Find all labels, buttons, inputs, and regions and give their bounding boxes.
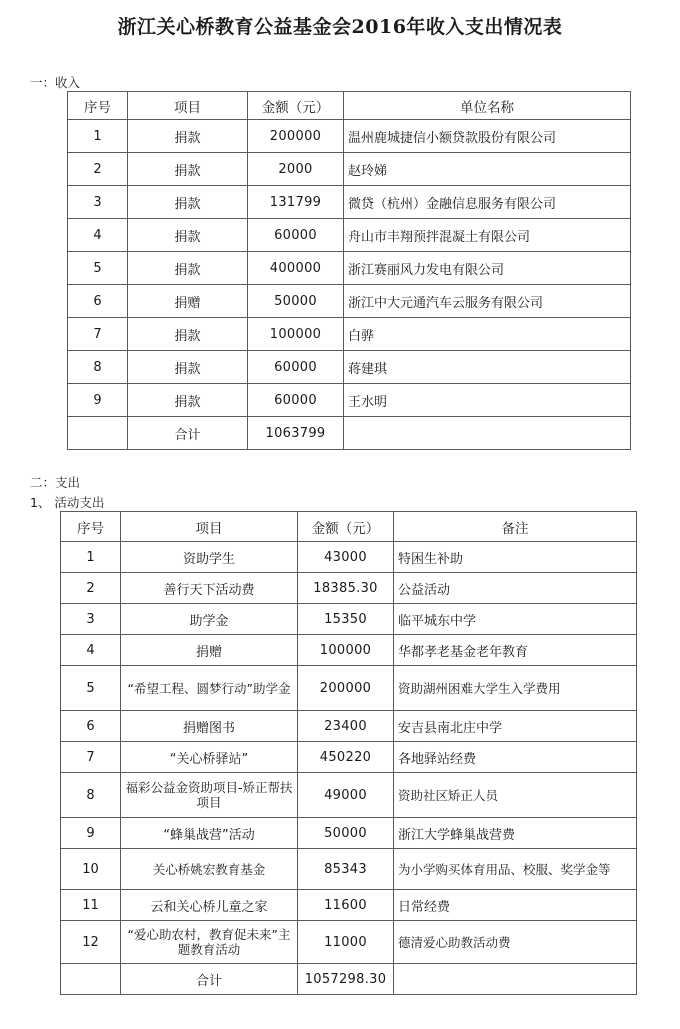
row-number: 6 (68, 285, 128, 318)
table-row (68, 318, 631, 351)
row-note: 各地驿站经费 (394, 742, 637, 773)
total-empty-cell (344, 417, 631, 450)
row-amount: 60000 (248, 351, 344, 384)
row-number: 8 (61, 773, 121, 818)
total-label: 合计 (121, 964, 298, 995)
row-item: 捐赠 (121, 635, 298, 666)
row-number: 4 (68, 219, 128, 252)
table-header-row (68, 92, 631, 120)
table-row (61, 742, 637, 773)
row-number: 8 (68, 351, 128, 384)
row-unit-name: 微贷（杭州）金融信息服务有限公司 (344, 186, 631, 219)
income-section-label: 一：收入 (30, 75, 81, 90)
row-amount: 50000 (248, 285, 344, 318)
table-row (61, 604, 637, 635)
header-item: 项目 (121, 512, 298, 542)
total-amount: 1063799 (248, 417, 344, 450)
total-empty-cell (394, 964, 637, 995)
row-note: 为小学购买体育用品、校服、奖学金等 (394, 849, 637, 890)
total-label: 合计 (128, 417, 248, 450)
row-number: 10 (61, 849, 121, 890)
row-amount: 131799 (248, 186, 344, 219)
table-row (61, 818, 637, 849)
row-amount: 400000 (248, 252, 344, 285)
row-amount: 85343 (298, 849, 394, 890)
row-number: 5 (68, 252, 128, 285)
row-number: 2 (68, 153, 128, 186)
table-row (61, 635, 637, 666)
row-note: 临平城东中学 (394, 604, 637, 635)
row-number: 2 (61, 573, 121, 604)
row-note: 特困生补助 (394, 542, 637, 573)
row-number: 12 (61, 921, 121, 964)
table-row (61, 921, 637, 964)
row-amount: 43000 (298, 542, 394, 573)
row-item: “爱心助农村，教育促未来”主题教育活动 (121, 921, 298, 964)
row-item: 捐赠图书 (121, 711, 298, 742)
row-amount: 49000 (298, 773, 394, 818)
row-item: 捐款 (128, 186, 248, 219)
table-header-row (61, 512, 637, 542)
total-empty-cell (68, 417, 128, 450)
row-item: 捐款 (128, 384, 248, 417)
row-unit-name: 王水明 (344, 384, 631, 417)
row-item: 云和关心桥儿童之家 (121, 890, 298, 921)
total-amount: 1057298.30 (298, 964, 394, 995)
row-amount: 100000 (298, 635, 394, 666)
row-amount: 450220 (298, 742, 394, 773)
table-row (61, 542, 637, 573)
row-number: 6 (61, 711, 121, 742)
table-row (61, 773, 637, 818)
row-item: “关心桥驿站” (121, 742, 298, 773)
total-row (61, 964, 637, 995)
row-item: 捐款 (128, 219, 248, 252)
row-amount: 60000 (248, 384, 344, 417)
row-note: 德清爱心助教活动费 (394, 921, 637, 964)
row-note: 安吉县南北庄中学 (394, 711, 637, 742)
row-item: 捐款 (128, 120, 248, 153)
row-item: 关心桥姚宏教育基金 (121, 849, 298, 890)
row-number: 9 (61, 818, 121, 849)
table-row (68, 384, 631, 417)
row-amount: 100000 (248, 318, 344, 351)
row-number: 7 (68, 318, 128, 351)
row-amount: 200000 (298, 666, 394, 711)
total-row (68, 417, 631, 450)
header-amount: 金额（元） (248, 92, 344, 120)
row-number: 7 (61, 742, 121, 773)
row-amount: 18385.30 (298, 573, 394, 604)
row-item: 捐款 (128, 318, 248, 351)
row-amount: 23400 (298, 711, 394, 742)
row-number: 3 (61, 604, 121, 635)
table-row (68, 120, 631, 153)
row-note: 公益活动 (394, 573, 637, 604)
header-amount: 金额（元） (298, 512, 394, 542)
row-note: 日常经费 (394, 890, 637, 921)
row-note: 浙江大学蜂巢战营费 (394, 818, 637, 849)
row-item: 捐款 (128, 351, 248, 384)
row-amount: 60000 (248, 219, 344, 252)
header-item: 项目 (128, 92, 248, 120)
row-number: 4 (61, 635, 121, 666)
row-note: 资助湖州困难大学生入学费用 (394, 666, 637, 711)
header-no: 序号 (68, 92, 128, 120)
table-row (61, 849, 637, 890)
row-note: 华都孝老基金老年教育 (394, 635, 637, 666)
row-amount: 11000 (298, 921, 394, 964)
row-unit-name: 浙江赛丽风力发电有限公司 (344, 252, 631, 285)
row-amount: 11600 (298, 890, 394, 921)
row-item: “蜂巢战营”活动 (121, 818, 298, 849)
row-unit-name: 蒋建琪 (344, 351, 631, 384)
table-row (61, 573, 637, 604)
table-row (68, 219, 631, 252)
row-number: 1 (61, 542, 121, 573)
table-row (61, 711, 637, 742)
row-item: 捐款 (128, 252, 248, 285)
row-item: 资助学生 (121, 542, 298, 573)
header-unit-name: 单位名称 (344, 92, 631, 120)
row-item: “希望工程、圆梦行动”助学金 (121, 666, 298, 711)
row-number: 5 (61, 666, 121, 711)
row-number: 11 (61, 890, 121, 921)
row-amount: 15350 (298, 604, 394, 635)
row-item: 捐款 (128, 153, 248, 186)
row-item: 助学金 (121, 604, 298, 635)
table-row (68, 252, 631, 285)
row-amount: 2000 (248, 153, 344, 186)
row-number: 3 (68, 186, 128, 219)
table-row (68, 153, 631, 186)
row-item: 福彩公益金资助项目-矫正帮扶项目 (121, 773, 298, 818)
total-empty-cell (61, 964, 121, 995)
row-item: 善行天下活动费 (121, 573, 298, 604)
activity-expense-label: 1、 活动支出 (30, 495, 105, 510)
table-row (61, 666, 637, 711)
row-unit-name: 舟山市丰翔预拌混凝土有限公司 (344, 219, 631, 252)
header-no: 序号 (61, 512, 121, 542)
row-unit-name: 白骅 (344, 318, 631, 351)
table-row (68, 351, 631, 384)
row-unit-name: 温州鹿城捷信小额贷款股份有限公司 (344, 120, 631, 153)
income-table (67, 91, 631, 450)
row-unit-name: 赵玲娣 (344, 153, 631, 186)
row-note: 资助社区矫正人员 (394, 773, 637, 818)
table-row (68, 285, 631, 318)
header-note: 备注 (394, 512, 637, 542)
row-amount: 50000 (298, 818, 394, 849)
row-item: 捐赠 (128, 285, 248, 318)
row-number: 9 (68, 384, 128, 417)
document-title: 浙江关心桥教育公益基金会2016年收入支出情况表 (117, 16, 563, 38)
expense-table (60, 511, 637, 995)
row-amount: 200000 (248, 120, 344, 153)
table-row (68, 186, 631, 219)
table-row (61, 890, 637, 921)
row-number: 1 (68, 120, 128, 153)
expense-section-label: 二：支出 (30, 475, 81, 490)
row-unit-name: 浙江中大元通汽车云服务有限公司 (344, 285, 631, 318)
